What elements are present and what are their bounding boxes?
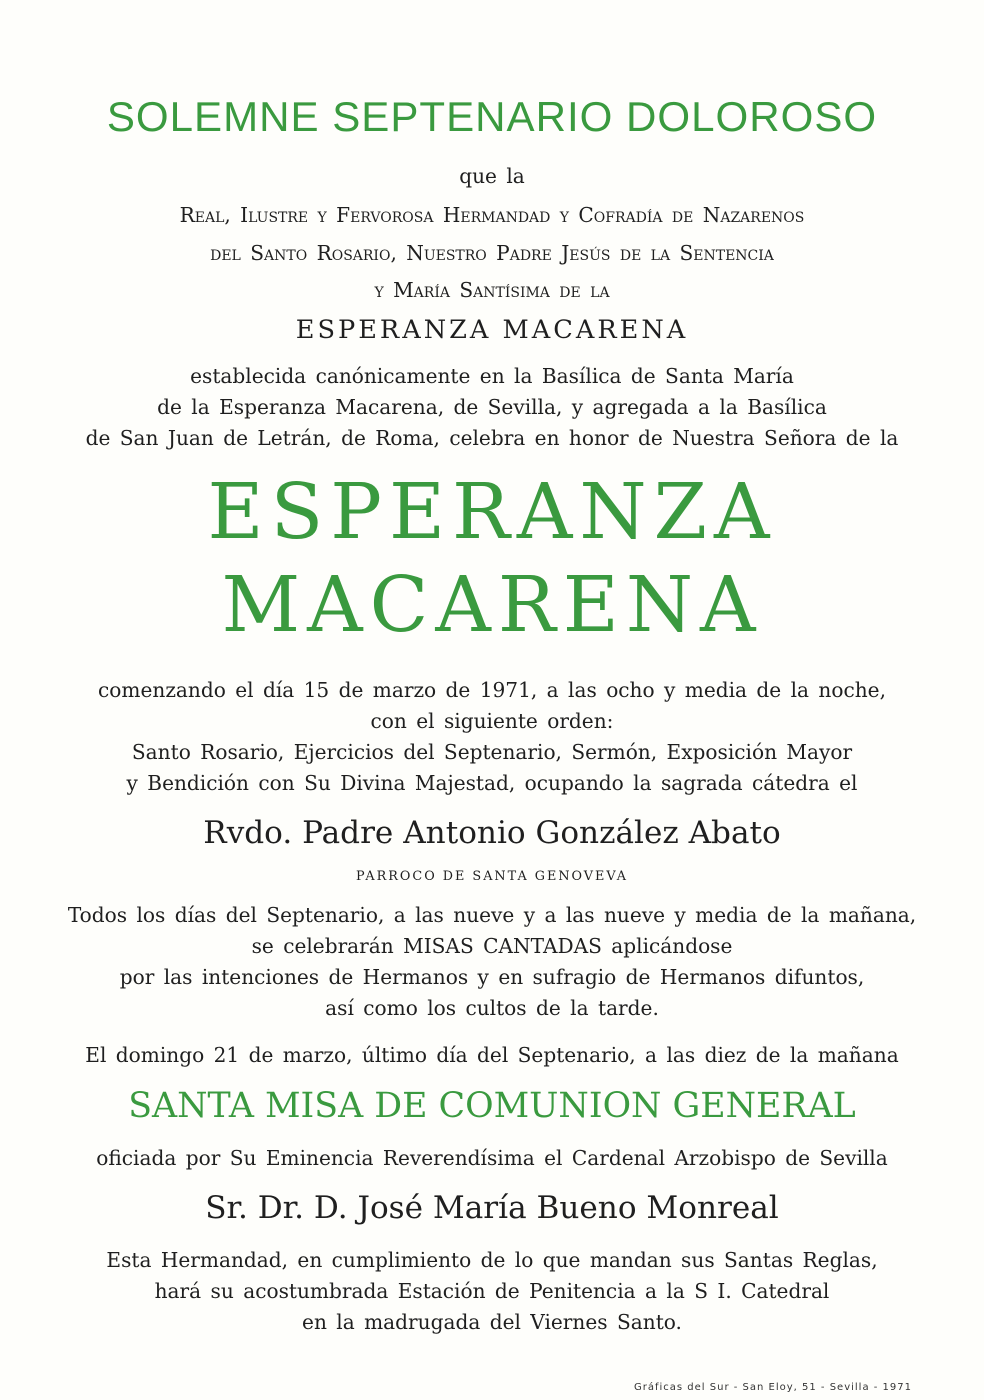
- honoree-line-2: MACARENA: [221, 561, 763, 650]
- que-la-text: que la: [459, 164, 525, 188]
- brotherhood-line-2: del Santo Rosario, Nuestro Padre Jesús de la Sentencia: [210, 241, 774, 265]
- closing-line-3: en la madrugada del Viernes Santo.: [302, 1310, 682, 1334]
- brotherhood-line-1: Real, Ilustre y Fervorosa Hermandad y Cofradía de Nazarenos: [179, 203, 805, 227]
- preacher-name: Rvdo. Padre Antonio González Abato: [203, 815, 781, 851]
- brotherhood-line-3: y María Santísima de la: [374, 278, 610, 302]
- main-title: SOLEMNE SEPTENARIO DOLOROSO: [106, 93, 878, 140]
- established-line-2: de la Esperanza Macarena, de Sevilla, y agregada a la Basílica: [157, 395, 827, 419]
- closing-line-1: Esta Hermandad, en cumplimiento de lo que mandan sus Santas Reglas,: [106, 1248, 878, 1272]
- masses-line-2: se celebrarán MISAS CANTADAS aplicándose: [251, 934, 733, 958]
- cardinal-name: Sr. Dr. D. José María Bueno Monreal: [205, 1190, 779, 1226]
- sunday-line-2: oficiada por Su Eminencia Reverendísima el Cardenal Arzobispo de Sevilla: [96, 1146, 888, 1170]
- preacher-title: PARROCO DE SANTA GENOVEVA: [355, 869, 629, 884]
- schedule-line-1: comenzando el día 15 de marzo de 1971, a las ocho y media de la noche,: [98, 678, 886, 702]
- established-line-1: establecida canónicamente en la Basílica de Santa María: [190, 364, 794, 388]
- schedule-line-4: y Bendición con Su Divina Majestad, ocupando la sagrada cátedra el: [126, 771, 858, 795]
- schedule-line-2: con el siguiente orden:: [370, 709, 614, 733]
- established-line-3: de San Juan de Letrán, de Roma, celebra en honor de Nuestra Señora de la: [85, 426, 899, 450]
- communion-title: SANTA MISA DE COMUNION GENERAL: [128, 1086, 856, 1126]
- masses-line-1: Todos los días del Septenario, a las nueve y a las nueve y media de la mañana,: [67, 903, 917, 927]
- brotherhood-name: ESPERANZA MACARENA: [295, 315, 689, 345]
- sunday-line-1: El domingo 21 de marzo, último día del Septenario, a las diez de la mañana: [85, 1043, 899, 1067]
- honoree-line-1: ESPERANZA: [207, 468, 777, 557]
- schedule-line-3: Santo Rosario, Ejercicios del Septenario, Sermón, Exposición Mayor: [131, 740, 853, 764]
- closing-line-2: hará su acostumbrada Estación de Penitencia a la S I. Catedral: [154, 1279, 830, 1303]
- masses-line-4: así como los cultos de la tarde.: [325, 996, 659, 1020]
- masses-line-3: por las intenciones de Hermanos y en sufragio de Hermanos difuntos,: [119, 965, 865, 989]
- printer-credit: Gráficas del Sur - San Eloy, 51 - Sevilla - 1971: [634, 1382, 912, 1393]
